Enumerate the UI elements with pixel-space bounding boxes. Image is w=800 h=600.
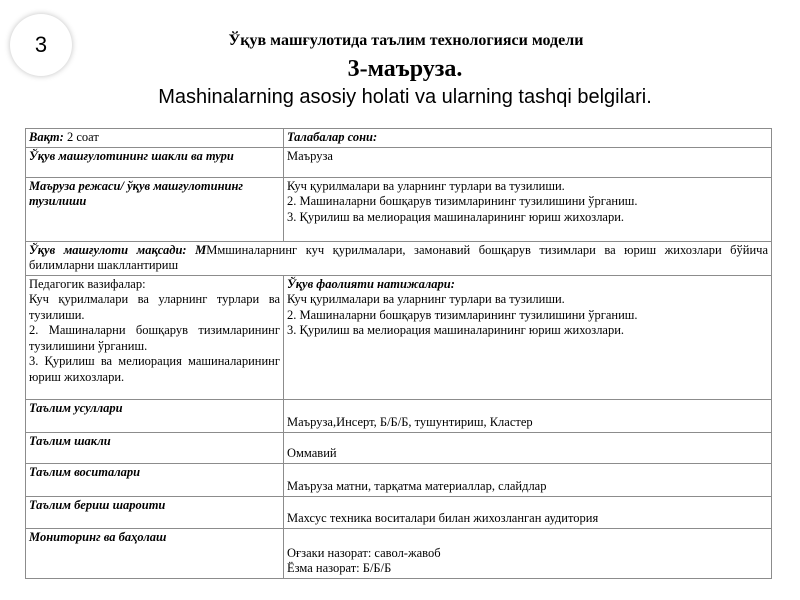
plan-item: Куч қурилмалари ва уларнинг турлари ва тузилиши.	[287, 178, 565, 193]
forms-label: Таълим шакли	[26, 432, 284, 463]
monitoring-item: Ёзма назорат: Б/Б/Б	[287, 561, 392, 575]
forms-value: Оммавий	[284, 432, 772, 463]
results-label: Ўқув фаолияти натижалари:	[287, 276, 455, 291]
table-row-monitoring	[26, 528, 772, 578]
plan-label-cell	[26, 177, 284, 241]
table-row-forms	[26, 432, 772, 463]
lecture-number: 3-маъруза.	[347, 56, 463, 82]
methods-value: Маъруза,Инсерт, Б/Б/Б, тушунтириш, Кластер	[284, 399, 772, 432]
table-row-methods	[26, 399, 772, 432]
table-row-form	[26, 147, 772, 177]
teacher-tasks-cell	[26, 275, 284, 399]
plan-item: 3. Қурилиш ва мелиорация машиналарининг юриш жихозлари.	[287, 209, 625, 224]
means-value: Маъруза матни, тарқатма материаллар, слайдлар	[284, 463, 772, 496]
table-row-tasks	[26, 275, 772, 399]
time-label: Вақт:	[29, 130, 64, 144]
goal-lead-letter: М	[195, 242, 207, 257]
methods-label: Таълим усуллари	[26, 399, 284, 432]
teacher-task-item: 2. Машиналарни бошқарув тизимларининг тузилишини ўрганиш.	[29, 323, 280, 353]
form-value: Маъруза	[284, 147, 772, 177]
monitoring-label: Мониторинг ва баҳолаш	[26, 528, 284, 578]
lesson-plan-table	[25, 128, 772, 579]
means-label: Таълим воситалари	[26, 463, 284, 496]
document-title: Ўқув машғулотида таълим технологияси модели	[228, 32, 584, 49]
lecture-topic: Mashinalarning asosiy holati va ularning tashqi belgilari.	[158, 86, 652, 108]
page-number: 3	[34, 32, 48, 57]
form-label: Ўқув машғулотининг шакли ва тури	[26, 147, 284, 177]
goal-cell	[26, 241, 772, 275]
students-label: Талабалар сони:	[287, 130, 378, 144]
teacher-task-item: 3. Қурилиш ва мелиорация машиналарининг юриш жихозлари.	[29, 354, 280, 384]
conditions-label: Таълим бериш шароити	[26, 496, 284, 528]
table-row-conditions	[26, 496, 772, 528]
goal-label: Ўқув машғулоти мақсади:	[29, 242, 187, 257]
plan-label: Маъруза режаси/ ўқув машғулотининг тузилиши	[29, 178, 244, 208]
result-item: 2. Машиналарни бошқарув тизимларининг тузилишини ўрганиш.	[287, 307, 638, 322]
teacher-tasks-label: Педагогик вазифалар:	[29, 276, 146, 291]
time-value: 2 соат	[66, 130, 99, 144]
results-cell	[284, 275, 772, 399]
monitoring-item: Оғзаки назорат: савол-жавоб	[287, 545, 441, 560]
result-item: Куч қурилмалари ва уларнинг турлари ва тузилиши.	[287, 292, 565, 306]
table-row-means	[26, 463, 772, 496]
table-row-time	[26, 129, 772, 148]
conditions-value: Махсус техника воситалари билан жихозланган аудитория	[284, 496, 772, 528]
result-item: 3. Қурилиш ва мелиорация машиналарининг юриш жихозлари.	[287, 323, 625, 337]
time-cell	[26, 129, 284, 148]
plan-item: 2. Машиналарни бошқарув тизимларининг тузилишини ўрганиш.	[287, 194, 638, 208]
monitoring-cell	[284, 528, 772, 578]
teacher-task-item: Куч қурилмалари ва уларнинг турлари ва тузилиши.	[29, 292, 280, 322]
goal-text: Ммшиналарнинг куч қурилмалари, замонавий бошқарув тизимлари ва юриш жихозлари бўйича билимларни шакллантириш	[29, 242, 768, 272]
table-row-goal	[26, 241, 772, 275]
table-row-plan	[26, 177, 772, 241]
plan-items-cell	[284, 177, 772, 241]
students-cell	[284, 129, 772, 148]
